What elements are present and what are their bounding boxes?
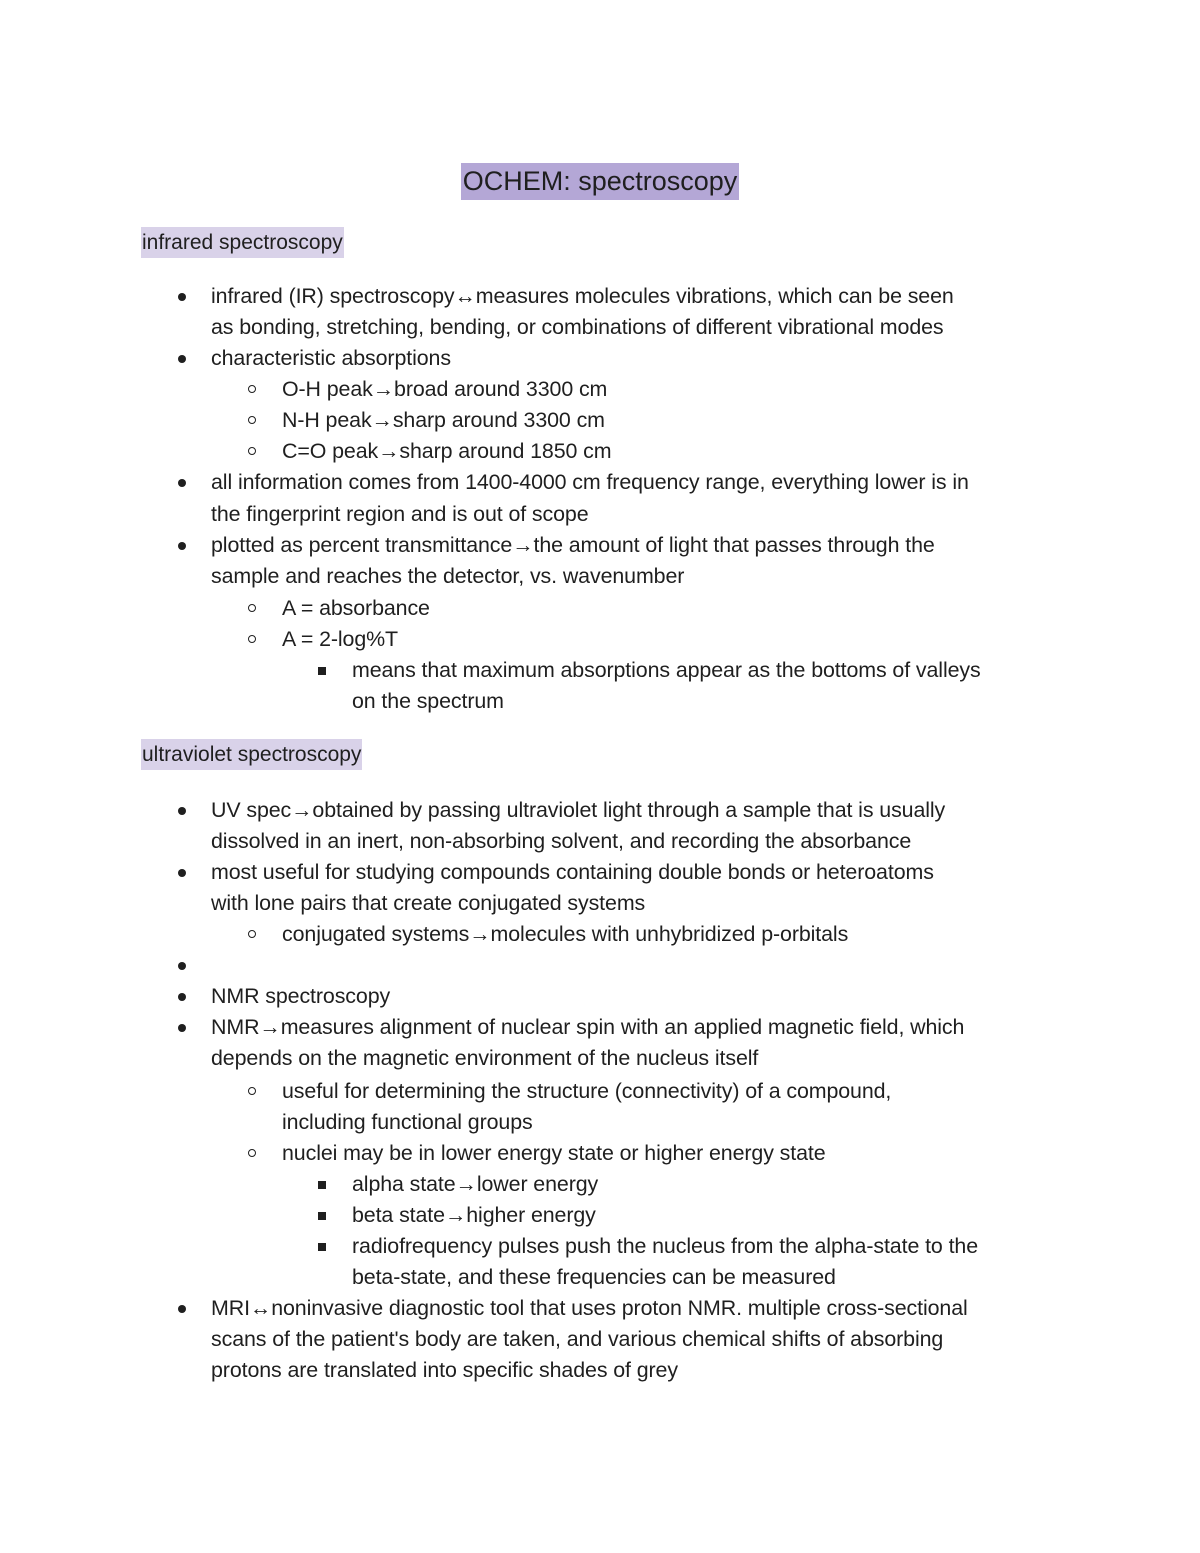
title-row <box>0 163 1200 200</box>
list-item-text: depends on the magnetic environment of the nucleus itself <box>211 1046 759 1070</box>
list-item-text: MRI↔noninvasive diagnostic tool that uses proton NMR. multiple cross-sectional <box>211 1296 968 1320</box>
bullet-dot-icon <box>178 479 186 487</box>
list-item-text: dissolved in an inert, non-absorbing solvent, and recording the absorbance <box>211 829 912 853</box>
list-item-text: with lone pairs that create conjugated systems <box>211 891 646 915</box>
list-item-text: as bonding, stretching, bending, or combinations of different vibrational modes <box>211 315 944 339</box>
list-item-text: infrared (IR) spectroscopy↔measures molecules vibrations, which can be seen <box>211 284 954 308</box>
bullet-circle-icon <box>248 1087 256 1095</box>
document-title: OCHEM: spectroscopy <box>461 163 740 200</box>
list-item-text: NMR spectroscopy <box>211 984 391 1008</box>
bullet-dot-icon <box>178 1024 186 1032</box>
list-item-text: most useful for studying compounds containing double bonds or heteroatoms <box>211 860 934 884</box>
list-item-text: NMR→measures alignment of nuclear spin with an applied magnetic field, which <box>211 1015 965 1039</box>
section-heading-ultraviolet: ultraviolet spectroscopy <box>141 739 362 770</box>
bullet-dot-icon <box>178 293 186 301</box>
list-item-text: A = absorbance <box>282 596 430 620</box>
bullet-square-icon <box>318 1243 326 1251</box>
list-item-text: sample and reaches the detector, vs. wavenumber <box>211 564 685 588</box>
list-item-text: useful for determining the structure (connectivity) of a compound, <box>282 1079 892 1103</box>
list-item-text: all information comes from 1400-4000 cm frequency range, everything lower is in <box>211 470 969 494</box>
list-item-text: characteristic absorptions <box>211 346 451 370</box>
bullet-dot-icon <box>178 869 186 877</box>
list-item-text: plotted as percent transmittance→the amount of light that passes through the <box>211 533 935 557</box>
list-item-text: UV spec→obtained by passing ultraviolet light through a sample that is usually <box>211 798 946 822</box>
list-item-text: protons are translated into specific shades of grey <box>211 1358 678 1382</box>
bullet-circle-icon <box>248 1149 256 1157</box>
list-item-text: beta-state, and these frequencies can be measured <box>352 1265 836 1289</box>
list-item-text: A = 2-log%T <box>282 627 399 651</box>
list-item-text: means that maximum absorptions appear as the bottoms of valleys <box>352 658 981 682</box>
list-item-text: radiofrequency pulses push the nucleus from the alpha-state to the <box>352 1234 979 1258</box>
bullet-square-icon <box>318 1181 326 1189</box>
bullet-circle-icon <box>248 385 256 393</box>
bullet-dot-icon <box>178 355 186 363</box>
bullet-dot-icon <box>178 542 186 550</box>
bullet-circle-icon <box>248 416 256 424</box>
list-item-text: alpha state→lower energy <box>352 1172 599 1196</box>
list-item-text: O-H peak→broad around 3300 cm <box>282 377 608 401</box>
bullet-circle-icon <box>248 635 256 643</box>
bullet-dot-icon <box>178 962 186 970</box>
bullet-square-icon <box>318 1212 326 1220</box>
list-item-text: N-H peak→sharp around 3300 cm <box>282 408 605 432</box>
list-item-text: on the spectrum <box>352 689 504 713</box>
list-item-text: the fingerprint region and is out of scope <box>211 502 589 526</box>
section-heading-infrared: infrared spectroscopy <box>141 227 344 258</box>
list-item-text: conjugated systems→molecules with unhybridized p-orbitals <box>282 922 849 946</box>
bullet-dot-icon <box>178 807 186 815</box>
bullet-dot-icon <box>178 1305 186 1313</box>
list-item-text: including functional groups <box>282 1110 533 1134</box>
list-item-text: C=O peak→sharp around 1850 cm <box>282 439 612 463</box>
bullet-circle-icon <box>248 604 256 612</box>
bullet-circle-icon <box>248 930 256 938</box>
list-item-text: scans of the patient's body are taken, and various chemical shifts of absorbing <box>211 1327 944 1351</box>
bullet-circle-icon <box>248 447 256 455</box>
list-item-text: beta state→higher energy <box>352 1203 596 1227</box>
bullet-square-icon <box>318 667 326 675</box>
bullet-dot-icon <box>178 993 186 1001</box>
list-item-text: nuclei may be in lower energy state or higher energy state <box>282 1141 826 1165</box>
